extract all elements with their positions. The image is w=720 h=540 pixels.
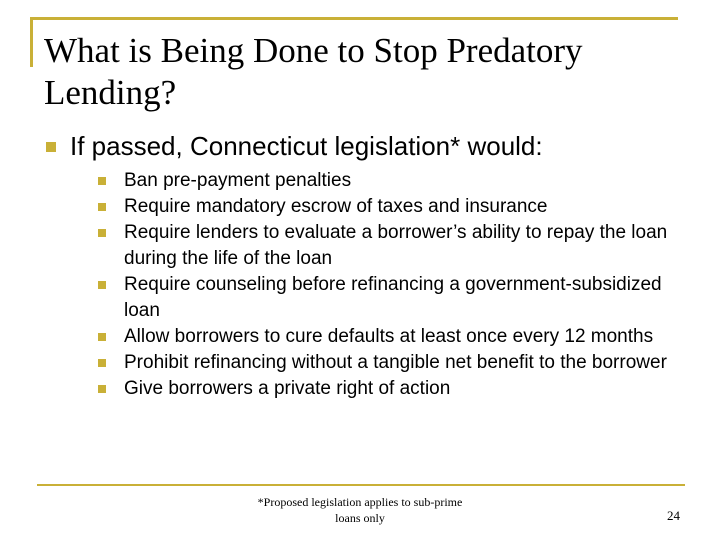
list-item — [98, 272, 688, 324]
square-bullet-icon — [98, 359, 106, 367]
list-item-text: Give borrowers a private right of action — [124, 378, 451, 399]
left-decorative-rule — [30, 17, 33, 67]
list-item — [98, 324, 688, 350]
main-bullet-text: If passed, Connecticut legislation* would: — [70, 131, 543, 161]
list-item — [98, 168, 688, 194]
square-bullet-icon — [98, 177, 106, 185]
square-bullet-icon — [46, 142, 56, 152]
list-item-text: Ban pre-payment penalties — [124, 170, 352, 191]
top-decorative-rule — [30, 17, 678, 20]
list-item — [98, 376, 688, 402]
footnote: *Proposed legislation applies to sub-prime loans only — [257, 495, 463, 525]
list-item — [98, 194, 688, 220]
square-bullet-icon — [98, 203, 106, 211]
list-item-text: Allow borrowers to cure defaults at least once every 12 months — [124, 326, 654, 347]
page-number: 24 — [667, 508, 680, 523]
square-bullet-icon — [98, 281, 106, 289]
square-bullet-icon — [98, 333, 106, 341]
bottom-decorative-rule — [37, 484, 685, 486]
slide-title: What is Being Done to Stop Predatory Lending? — [44, 31, 583, 112]
square-bullet-icon — [98, 385, 106, 393]
list-item-text: Require counseling before refinancing a government-subsidized loan — [124, 274, 662, 321]
sub-bullet-list — [98, 168, 688, 402]
list-item — [98, 350, 688, 376]
list-item-text: Require mandatory escrow of taxes and insurance — [124, 196, 548, 217]
list-item-text: Require lenders to evaluate a borrower’s ability to repay the loan during the life of the loan — [124, 222, 668, 269]
list-item — [98, 220, 688, 272]
list-item-text: Prohibit refinancing without a tangible net benefit to the borrower — [124, 352, 667, 373]
square-bullet-icon — [98, 229, 106, 237]
